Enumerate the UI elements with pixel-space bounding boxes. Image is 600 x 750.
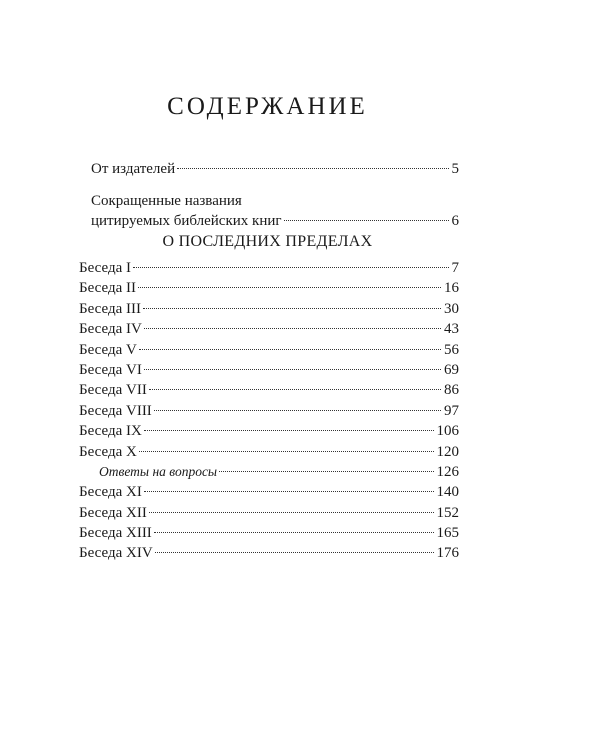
dot-leader	[155, 552, 434, 553]
section-heading: О ПОСЛЕДНИХ ПРЕДЕЛАХ	[162, 233, 373, 250]
toc-entry-page: 43	[444, 321, 459, 338]
dot-leader	[139, 349, 441, 350]
dot-leader	[144, 430, 434, 431]
toc-entry-page: 152	[436, 504, 459, 521]
toc-entry-page: 140	[436, 484, 459, 501]
toc-list	[79, 258, 459, 564]
dot-leader	[219, 471, 433, 472]
toc-entry[interactable]	[79, 380, 459, 400]
toc-entry-label: Беседа VIII	[79, 402, 152, 419]
toc-entry[interactable]	[79, 258, 459, 278]
page-title: СОДЕРЖАНИЕ	[167, 93, 368, 120]
toc-entry-label: От издателей	[91, 161, 176, 177]
toc-entry[interactable]	[79, 421, 459, 441]
toc-entry-page: 176	[436, 545, 459, 562]
toc-entry-page: 6	[451, 213, 459, 229]
dot-leader	[284, 220, 449, 221]
dot-leader	[139, 451, 434, 452]
toc-entry-page: 165	[436, 525, 459, 542]
front-matter	[91, 159, 459, 231]
dot-leader	[133, 267, 449, 268]
toc-entry-page: 56	[444, 341, 459, 358]
dot-leader	[149, 512, 434, 513]
dot-leader	[143, 308, 441, 309]
toc-entry-page: 69	[444, 361, 459, 378]
toc-entry-page: 86	[444, 382, 459, 399]
toc-entry[interactable]	[79, 482, 459, 502]
toc-entry-label: Беседа V	[79, 341, 137, 358]
toc-entry-label: Беседа XII	[79, 504, 147, 521]
toc-entry-page: 7	[451, 260, 459, 276]
toc-entry[interactable]	[79, 503, 459, 523]
dot-leader	[144, 328, 441, 329]
toc-entry[interactable]	[91, 159, 459, 179]
toc-entry-label: Беседа II	[79, 280, 136, 297]
toc-entry[interactable]	[79, 278, 459, 298]
toc-subentry[interactable]	[79, 462, 459, 482]
toc-entry-label: Ответы на вопросы	[99, 463, 218, 479]
dot-leader	[154, 410, 441, 411]
dot-leader	[138, 287, 441, 288]
toc-entry-page: 30	[444, 300, 459, 317]
toc-entry[interactable]	[79, 401, 459, 421]
dot-leader	[154, 532, 434, 533]
toc-entry-label: Беседа IV	[79, 321, 142, 338]
toc-entry-label: Беседа VII	[79, 382, 147, 399]
toc-entry[interactable]	[79, 442, 459, 462]
toc-entry[interactable]	[79, 299, 459, 319]
toc-entry-label: Беседа XIII	[79, 525, 152, 542]
toc-entry[interactable]	[79, 543, 459, 563]
toc-entry-page: 120	[436, 443, 459, 460]
toc-entry-label: Беседа XIV	[79, 545, 153, 562]
dot-leader	[144, 491, 434, 492]
toc-entry-page: 5	[451, 161, 459, 177]
toc-entry-label-line1: Сокращенные названия	[91, 193, 242, 209]
dot-leader	[144, 369, 441, 370]
toc-entry-label: Беседа III	[79, 300, 141, 317]
toc-entry[interactable]	[91, 191, 459, 231]
toc-entry-label-line2: цитируемых библейских книг	[91, 213, 282, 229]
toc-entry-page: 106	[436, 423, 459, 440]
toc-entry[interactable]	[79, 340, 459, 360]
dot-leader	[149, 389, 441, 390]
toc-entry[interactable]	[79, 360, 459, 380]
toc-entry-label: Беседа XI	[79, 484, 142, 501]
toc-entry[interactable]	[79, 319, 459, 339]
toc-entry-label: Беседа VI	[79, 361, 142, 378]
toc-entry-page: 126	[436, 463, 459, 480]
toc-entry-label: Беседа IX	[79, 423, 142, 440]
toc-entry-label: Беседа I	[79, 260, 131, 276]
toc-entry-page: 97	[444, 402, 459, 419]
toc-entry[interactable]	[79, 523, 459, 543]
dot-leader	[177, 168, 448, 169]
toc-entry-page: 16	[444, 280, 459, 297]
toc-entry-label: Беседа X	[79, 443, 137, 460]
